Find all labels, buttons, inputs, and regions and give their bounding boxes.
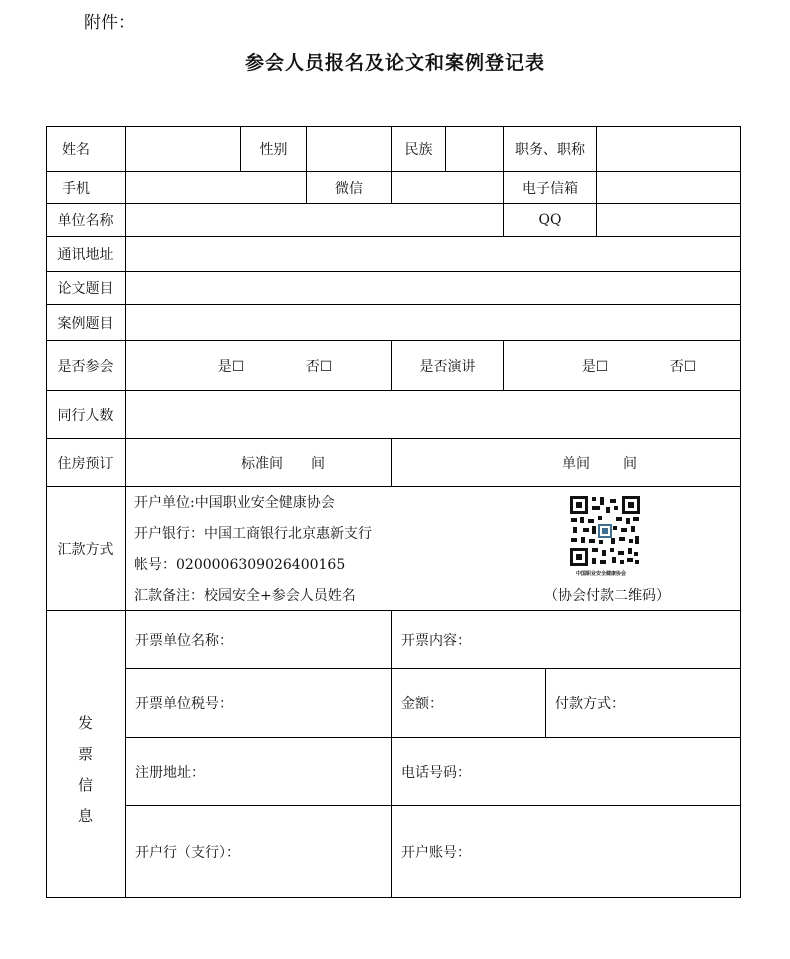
invoice-phone-field[interactable]: 电话号码： (401, 764, 471, 781)
qr-code-icon (569, 495, 641, 567)
invoice-bank-branch-field[interactable]: 开户行（支行）： (135, 844, 240, 861)
label-invoice-1: 发 (77, 714, 93, 732)
border-right (740, 126, 741, 898)
ethnicity-field[interactable] (446, 126, 503, 171)
email-field[interactable] (597, 172, 740, 203)
standard-room-unit[interactable]: 间 (311, 455, 325, 472)
case-title-field[interactable] (126, 305, 740, 340)
label-email: 电子信箱 (522, 180, 578, 197)
invoice-amount-field[interactable]: 金额： (401, 696, 443, 712)
name-field[interactable] (126, 126, 240, 171)
qr-caption: （协会付款二维码） (544, 588, 670, 604)
invoice-content-field[interactable]: 开票内容： (401, 632, 471, 649)
label-unit: 单位名称 (57, 213, 114, 229)
label-speech: 是否演讲 (419, 358, 476, 375)
invoice-tax-number-field[interactable]: 开票单位税号： (135, 696, 233, 712)
label-invoice-3: 信 (77, 776, 93, 794)
label-ethnicity: 民族 (404, 141, 433, 158)
label-gender: 性别 (259, 141, 288, 158)
label-mobile: 手机 (62, 180, 90, 197)
position-field[interactable] (597, 126, 740, 171)
single-room-label: 单间 (562, 455, 590, 472)
row-line (46, 486, 741, 487)
label-payment: 汇款方式 (57, 541, 114, 558)
invoice-reg-address-field[interactable]: 注册地址： (135, 764, 205, 781)
label-position: 职务、职称 (515, 141, 585, 158)
wechat-field[interactable] (392, 172, 503, 203)
invoice-payment-method-field[interactable]: 付款方式： (555, 696, 625, 712)
mobile-field[interactable] (126, 172, 306, 203)
label-paper-title: 论文题目 (57, 281, 114, 297)
payment-account-unit: 开户单位:中国职业安全健康协会 (134, 495, 335, 511)
speech-yes-checkbox[interactable]: 是☐ (581, 358, 609, 375)
registration-form (46, 126, 741, 898)
label-invoice-2: 票 (77, 745, 93, 763)
gender-field[interactable] (307, 126, 391, 171)
address-field[interactable] (126, 237, 740, 271)
single-room-unit[interactable]: 间 (623, 455, 637, 472)
label-address: 通讯地址 (57, 247, 114, 263)
speech-no-checkbox[interactable]: 否☐ (669, 358, 697, 375)
payment-bank: 开户银行：中国工商银行北京惠新支行 (134, 526, 372, 542)
attend-yes-checkbox[interactable]: 是☐ (217, 358, 245, 375)
invoice-unit-name-field[interactable]: 开票单位名称： (135, 632, 233, 649)
label-invoice-4: 息 (77, 807, 93, 825)
label-housing: 住房预订 (57, 455, 114, 472)
label-case-title: 案例题目 (57, 315, 114, 332)
qq-field[interactable] (597, 204, 740, 236)
col-line (503, 340, 504, 391)
page-title: 参会人员报名及论文和案例登记表 (244, 52, 545, 74)
attend-no-checkbox[interactable]: 否☐ (305, 358, 333, 375)
unit-field[interactable] (126, 204, 503, 236)
label-companions: 同行人数 (57, 407, 114, 424)
label-qq: QQ (538, 212, 562, 228)
qr-org-label: 中国职业安全健康协会 (576, 571, 627, 577)
paper-title-field[interactable] (126, 272, 740, 304)
attachment-label: 附件： (84, 13, 135, 33)
payment-account-number: 帐号：0200006309026400165 (134, 557, 346, 573)
invoice-bank-account-field[interactable]: 开户账号： (401, 844, 471, 861)
label-name: 姓名 (62, 141, 90, 158)
label-wechat: 微信 (335, 180, 363, 197)
label-attend: 是否参会 (57, 358, 114, 375)
col-line (391, 438, 392, 487)
companions-field[interactable] (126, 391, 740, 438)
standard-room-label: 标准间 (241, 455, 283, 472)
border-bottom (46, 897, 741, 898)
payment-remark: 汇款备注：校园安全+参会人员姓名 (134, 588, 356, 604)
